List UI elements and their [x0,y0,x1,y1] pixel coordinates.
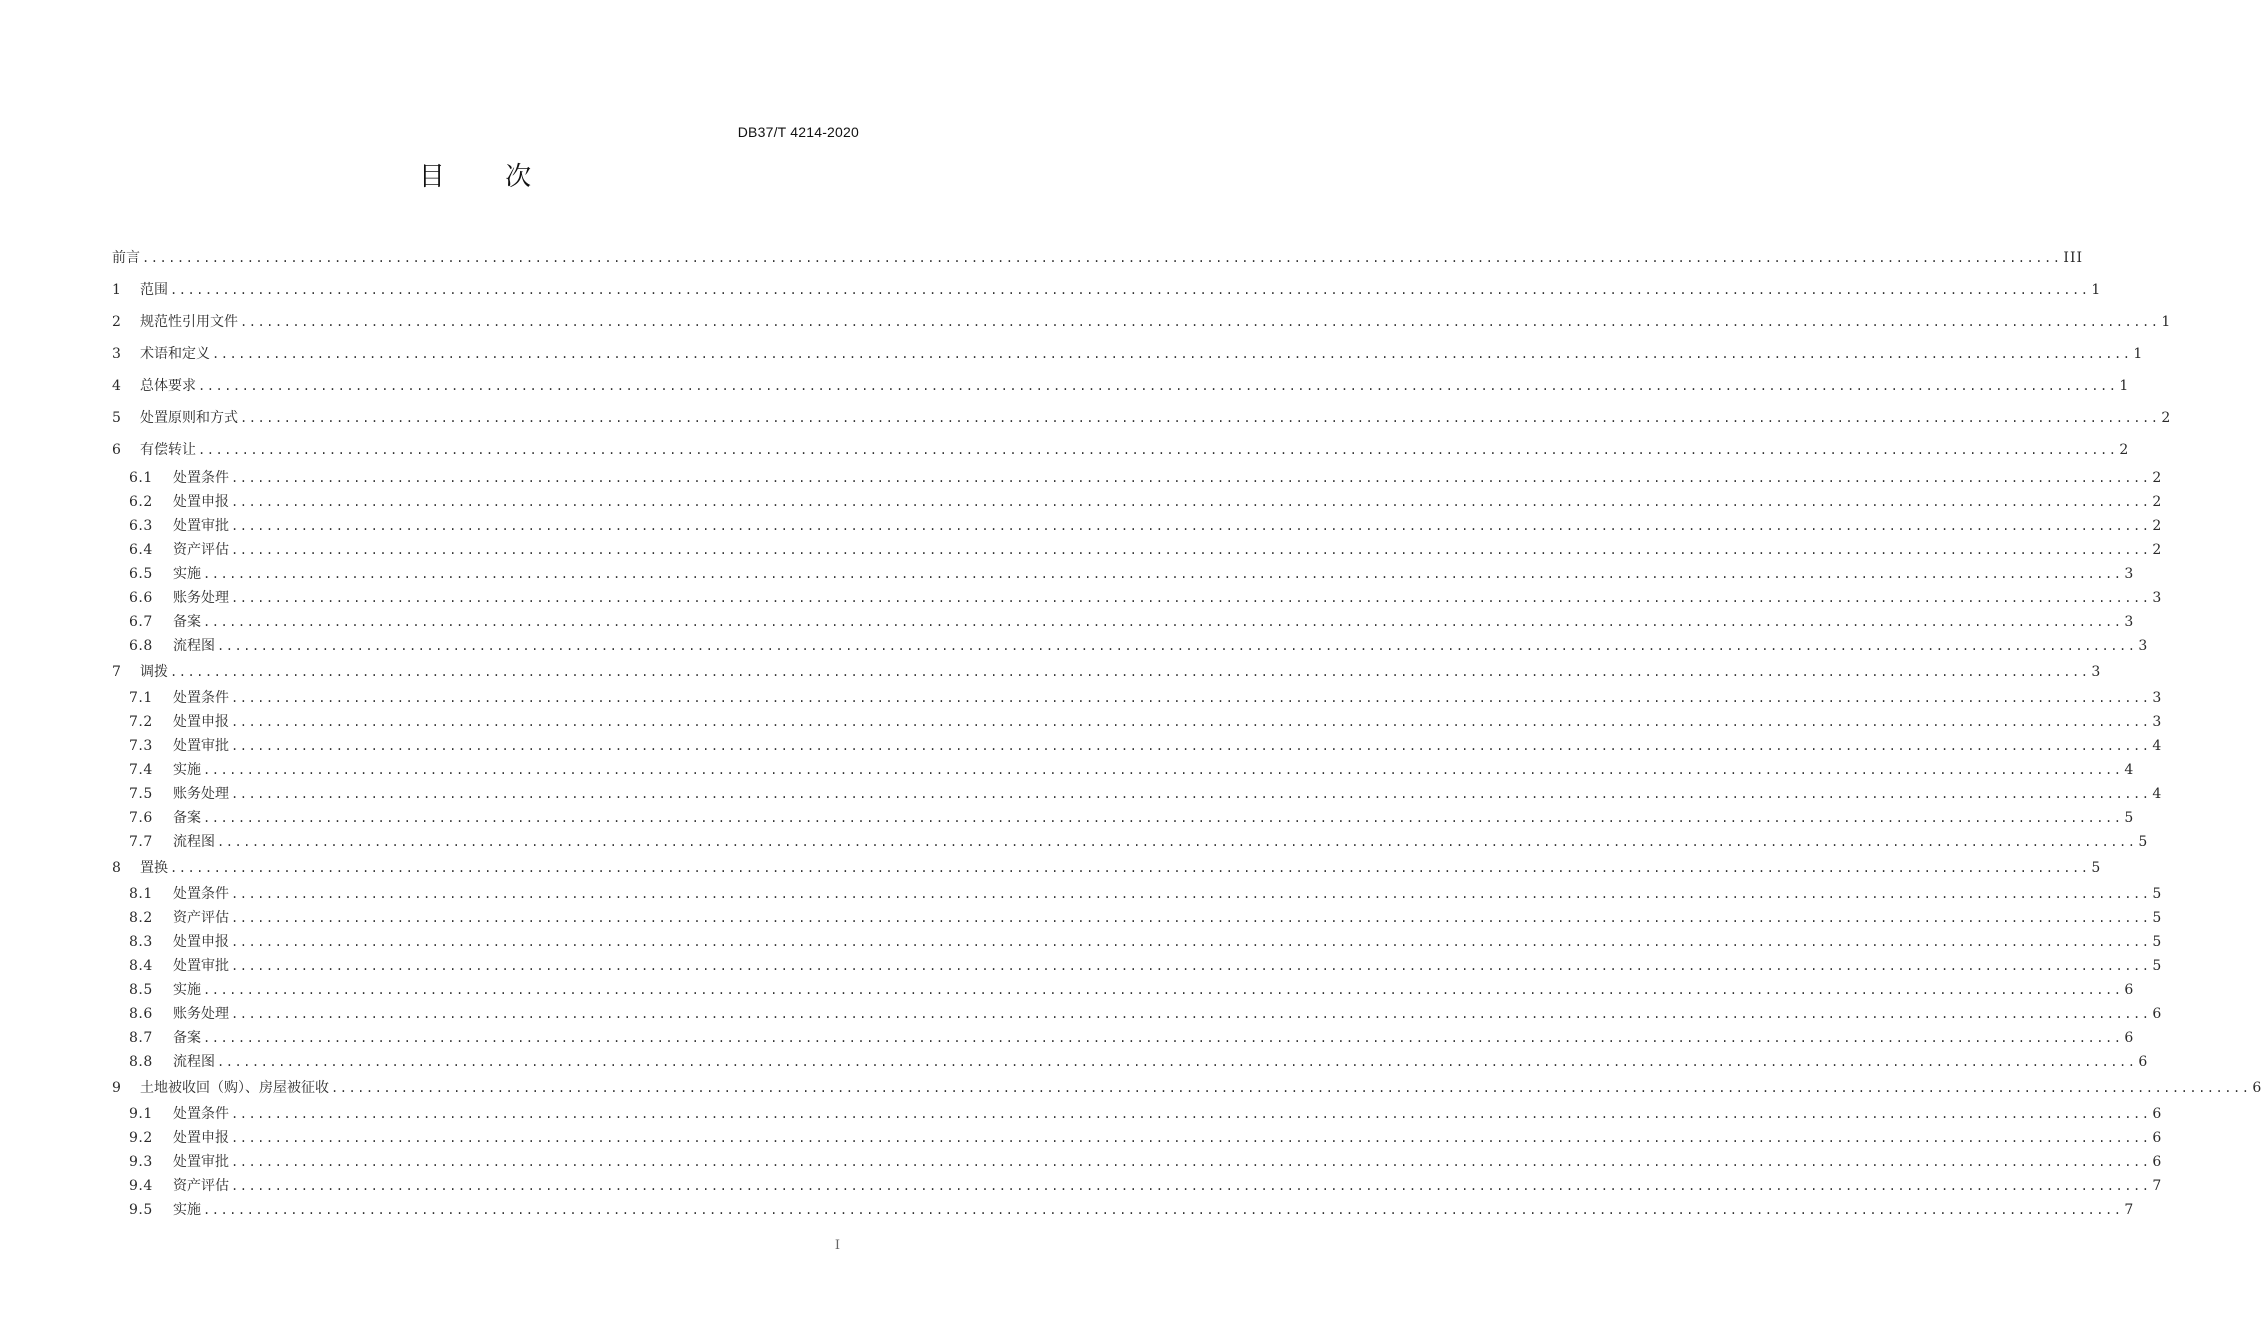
toc-entry-label: 资产评估 [173,1178,229,1194]
toc-entry-page: 1 [2119,378,2130,394]
toc-entry[interactable] [112,1026,2135,1050]
toc-entry-page: 1 [2161,314,2172,330]
toc-entry-number: 6.7 [129,614,153,630]
toc-entry[interactable] [112,370,2130,402]
toc-entry[interactable] [112,686,2163,710]
toc-entry[interactable] [112,658,2102,686]
toc-entry[interactable] [112,954,2163,978]
toc-entry-label: 账务处理 [173,590,229,606]
toc-leader-dots: ............................................................................................................................................................................................................................ [231,1155,2151,1169]
toc-entry[interactable] [112,710,2163,734]
toc-leader-dots: ............................................................................................................................................................................................................................ [231,471,2151,485]
toc-leader-dots: ............................................................................................................................................................................................................................ [240,315,2160,329]
toc-leader-dots: ............................................................................................................................................................................................................................ [231,787,2151,801]
toc-entry-label: 处置申报 [173,714,229,730]
toc-leader-dots: ............................................................................................................................................................................................................................ [198,443,2118,457]
toc-entry-page: 4 [2124,762,2135,778]
toc-leader-dots: ............................................................................................................................................................................................................................ [231,1007,2151,1021]
toc-leader-dots: ............................................................................................................................................................................................................................ [240,411,2160,425]
toc-entry-label: 前言 [112,250,140,266]
toc-leader-dots: ............................................................................................................................................................................................................................ [231,739,2151,753]
toc-leader-dots: ............................................................................................................................................................................................................................ [231,591,2151,605]
toc-entry[interactable] [112,1150,2163,1174]
toc-entry[interactable] [112,830,2149,854]
toc-entry-label: 流程图 [173,638,215,654]
toc-entry-label: 总体要求 [140,378,196,394]
toc-leader-dots: ............................................................................................................................................................................................................................ [170,283,2090,297]
toc-entry-number: 9.5 [129,1202,153,1218]
toc-entry-label: 处置审批 [173,518,229,534]
toc-entry-page: 5 [2138,834,2149,850]
toc-entry[interactable] [112,538,2163,562]
toc-entry-number: 8.4 [129,958,153,974]
toc-entry-number: 7.7 [129,834,153,850]
toc-entry-number: 9.1 [129,1106,153,1122]
toc-entry-label: 备案 [173,1030,201,1046]
toc-entry-label: 账务处理 [173,786,229,802]
toc-entry-label: 备案 [173,810,201,826]
toc-entry-label: 备案 [173,614,201,630]
toc-entry-page: III [2063,250,2084,266]
toc-leader-dots: ............................................................................................................................................................................................................................ [203,1031,2123,1045]
toc-entry[interactable] [112,806,2135,830]
toc-entry-label: 术语和定义 [140,346,210,362]
toc-entry-number: 5 [112,410,122,426]
toc-entry[interactable] [112,490,2163,514]
toc-entry-page: 6 [2152,1130,2163,1146]
toc-entry-label: 处置条件 [173,470,229,486]
document-code: DB37/T 4214-2020 [737,124,859,140]
toc-leader-dots: ............................................................................................................................................................................................................................ [231,1131,2151,1145]
toc-entry-number: 8.3 [129,934,153,950]
toc-entry-label: 处置条件 [173,690,229,706]
toc-entry[interactable] [112,514,2163,538]
toc-entry-page: 3 [2152,690,2163,706]
toc-leader-dots: ............................................................................................................................................................................................................................ [231,1107,2151,1121]
toc-entry-label: 流程图 [173,1054,215,1070]
toc-entry-page: 5 [2152,886,2163,902]
toc-entry[interactable] [112,1002,2163,1026]
toc-leader-dots: ............................................................................................................................................................................................................................ [231,691,2151,705]
toc-leader-dots: ............................................................................................................................................................................................................................ [203,615,2123,629]
toc-entry[interactable] [112,882,2163,906]
toc-entry-label: 实施 [173,566,201,582]
toc-entry-page: 1 [2091,282,2102,298]
toc-leader-dots: ............................................................................................................................................................................................................................ [212,347,2132,361]
toc-entry[interactable] [112,854,2102,882]
toc-leader-dots: ............................................................................................................................................................................................................................ [231,959,2151,973]
toc-entry-number: 7.4 [129,762,153,778]
toc-entry-page: 4 [2152,738,2163,754]
toc-entry-number: 8.6 [129,1006,153,1022]
toc-entry-page: 2 [2152,542,2163,558]
toc-leader-dots: ............................................................................................................................................................................................................................ [203,811,2123,825]
toc-leader-dots: ............................................................................................................................................................................................................................ [198,379,2118,393]
toc-entry[interactable] [112,1050,2149,1074]
toc-entry-number: 7.1 [129,690,153,706]
toc-entry-label: 账务处理 [173,1006,229,1022]
toc-entry-page: 3 [2091,664,2102,680]
toc-entry-label: 土地被收回（购）、房屋被征收 [140,1080,329,1096]
toc-entry[interactable] [112,906,2163,930]
toc-leader-dots: ............................................................................................................................................................................................................................ [217,1055,2137,1069]
toc-entry-number: 7 [112,664,122,680]
toc-entry-number: 6.5 [129,566,153,582]
toc-entry-page: 5 [2124,810,2135,826]
toc-entry-page: 2 [2152,470,2163,486]
toc-entry-page: 3 [2124,614,2135,630]
toc-leader-dots: ............................................................................................................................................................................................................................ [217,639,2137,653]
toc-entry-label: 有偿转让 [140,442,196,458]
toc-entry-number: 8.2 [129,910,153,926]
toc-entry-label: 处置条件 [173,886,229,902]
toc-entry-number: 2 [112,314,122,330]
toc-entry-number: 6.8 [129,638,153,654]
toc-entry-page: 4 [2152,786,2163,802]
toc-entry-number: 8.7 [129,1030,153,1046]
toc-leader-dots: ............................................................................................................................................................................................................................ [231,911,2151,925]
toc-entry-number: 6.3 [129,518,153,534]
toc-entry-page: 6 [2124,1030,2135,1046]
toc-entry-page: 2 [2161,410,2172,426]
toc-entry-page: 5 [2152,958,2163,974]
toc-leader-dots: ............................................................................................................................................................................................................................ [170,665,2090,679]
toc-entry-page: 7 [2152,1178,2163,1194]
toc-entry-page: 5 [2091,860,2102,876]
toc-entry-label: 处置条件 [173,1106,229,1122]
toc-entry-page: 3 [2152,590,2163,606]
toc-leader-dots: ............................................................................................................................................................................................................................ [170,861,2090,875]
toc-entry-label: 实施 [173,1202,201,1218]
toc-entry-label: 流程图 [173,834,215,850]
toc-entry-number: 8.1 [129,886,153,902]
toc-entry-page: 2 [2152,518,2163,534]
toc-entry-label: 处置审批 [173,1154,229,1170]
toc-entry-number: 7.3 [129,738,153,754]
toc-entry-page: 6 [2152,1006,2163,1022]
toc-entry-page: 6 [2152,1154,2163,1170]
toc-entry-number: 6 [112,442,122,458]
toc-entry-number: 8.5 [129,982,153,998]
page-title: 目 次 [418,162,558,192]
toc-leader-dots: ............................................................................................................................................................................................................................ [231,543,2151,557]
toc-entry-number: 7.6 [129,810,153,826]
toc-entry-page: 3 [2152,714,2163,730]
toc-entry-label: 置换 [140,860,168,876]
toc-entry-number: 3 [112,346,122,362]
toc-entry[interactable] [112,586,2163,610]
toc-leader-dots: ............................................................................................................................................................................................................................ [203,567,2123,581]
toc-entry[interactable] [112,610,2135,634]
toc-entry-label: 处置审批 [173,958,229,974]
toc-entry-page: 3 [2124,566,2135,582]
toc-entry[interactable] [112,782,2163,806]
toc-entry-page: 5 [2152,934,2163,950]
toc-entry-page: 7 [2124,1202,2135,1218]
toc-leader-dots: ............................................................................................................................................................................................................................ [231,715,2151,729]
toc-entry-number: 6.1 [129,470,153,486]
toc-entry-label: 处置审批 [173,738,229,754]
toc-entry[interactable] [112,978,2135,1002]
toc-entry-page: 6 [2252,1080,2262,1096]
toc-entry-number: 9.3 [129,1154,153,1170]
toc-entry-label: 资产评估 [173,542,229,558]
toc-entry-label: 处置申报 [173,1130,229,1146]
toc-entry-number: 7.2 [129,714,153,730]
toc-entry[interactable] [112,562,2135,586]
toc-entry-label: 处置申报 [173,494,229,510]
toc-leader-dots: ............................................................................................................................................................................................................................ [142,251,2062,265]
toc-entry[interactable] [112,930,2163,954]
toc-leader-dots: ............................................................................................................................................................................................................................ [203,1203,2123,1217]
toc-entry[interactable] [112,1126,2163,1150]
toc-entry-label: 处置原则和方式 [140,410,238,426]
toc-entry[interactable] [112,1174,2163,1198]
toc-entry-page: 1 [2133,346,2144,362]
toc-entry-number: 7.5 [129,786,153,802]
toc-entry-label: 规范性引用文件 [140,314,238,330]
toc-leader-dots: ............................................................................................................................................................................................................................ [231,935,2151,949]
toc-entry[interactable] [112,242,2084,274]
toc-entry[interactable] [112,758,2135,782]
toc-entry-number: 8 [112,860,122,876]
toc-entry[interactable] [112,274,2102,306]
toc-entry-number: 8.8 [129,1054,153,1070]
toc-entry[interactable] [112,634,2149,658]
table-of-contents [112,242,2262,1222]
toc-entry-number: 1 [112,282,122,298]
toc-leader-dots: ............................................................................................................................................................................................................................ [217,835,2137,849]
toc-entry-page: 6 [2138,1054,2149,1070]
toc-entry[interactable] [112,466,2163,490]
toc-entry[interactable] [112,1102,2163,1126]
toc-leader-dots: ............................................................................................................................................................................................................................ [231,519,2151,533]
toc-entry-page: 2 [2152,494,2163,510]
toc-entry[interactable] [112,1074,2262,1102]
toc-entry-page: 2 [2119,442,2130,458]
toc-leader-dots: ............................................................................................................................................................................................................................ [231,887,2151,901]
toc-entry-number: 6.2 [129,494,153,510]
toc-entry-label: 处置申报 [173,934,229,950]
toc-entry-label: 调拨 [140,664,168,680]
toc-entry-number: 4 [112,378,122,394]
toc-entry[interactable] [112,338,2144,370]
toc-entry-page: 6 [2124,982,2135,998]
toc-leader-dots: ............................................................................................................................................................................................................................ [231,1179,2151,1193]
toc-entry-label: 实施 [173,762,201,778]
toc-entry-label: 实施 [173,982,201,998]
toc-entry-label: 资产评估 [173,910,229,926]
toc-entry[interactable] [112,1198,2135,1222]
toc-entry-page: 5 [2152,910,2163,926]
toc-entry-label: 范围 [140,282,168,298]
toc-leader-dots: ............................................................................................................................................................................................................................ [203,983,2123,997]
toc-leader-dots: ............................................................................................................................................................................................................................ [231,495,2151,509]
toc-entry-number: 9.4 [129,1178,153,1194]
toc-leader-dots: ............................................................................................................................................................................................................................ [331,1081,2251,1095]
toc-leader-dots: ............................................................................................................................................................................................................................ [203,763,2123,777]
toc-entry[interactable] [112,734,2163,758]
toc-entry-page: 3 [2138,638,2149,654]
toc-entry-number: 9 [112,1080,122,1096]
toc-entry-page: 6 [2152,1106,2163,1122]
toc-entry[interactable] [112,402,2172,434]
toc-entry-number: 9.2 [129,1130,153,1146]
toc-entry[interactable] [112,306,2172,338]
toc-entry[interactable] [112,434,2130,466]
page-number: I [834,1238,840,1253]
toc-entry-number: 6.4 [129,542,153,558]
toc-entry-number: 6.6 [129,590,153,606]
